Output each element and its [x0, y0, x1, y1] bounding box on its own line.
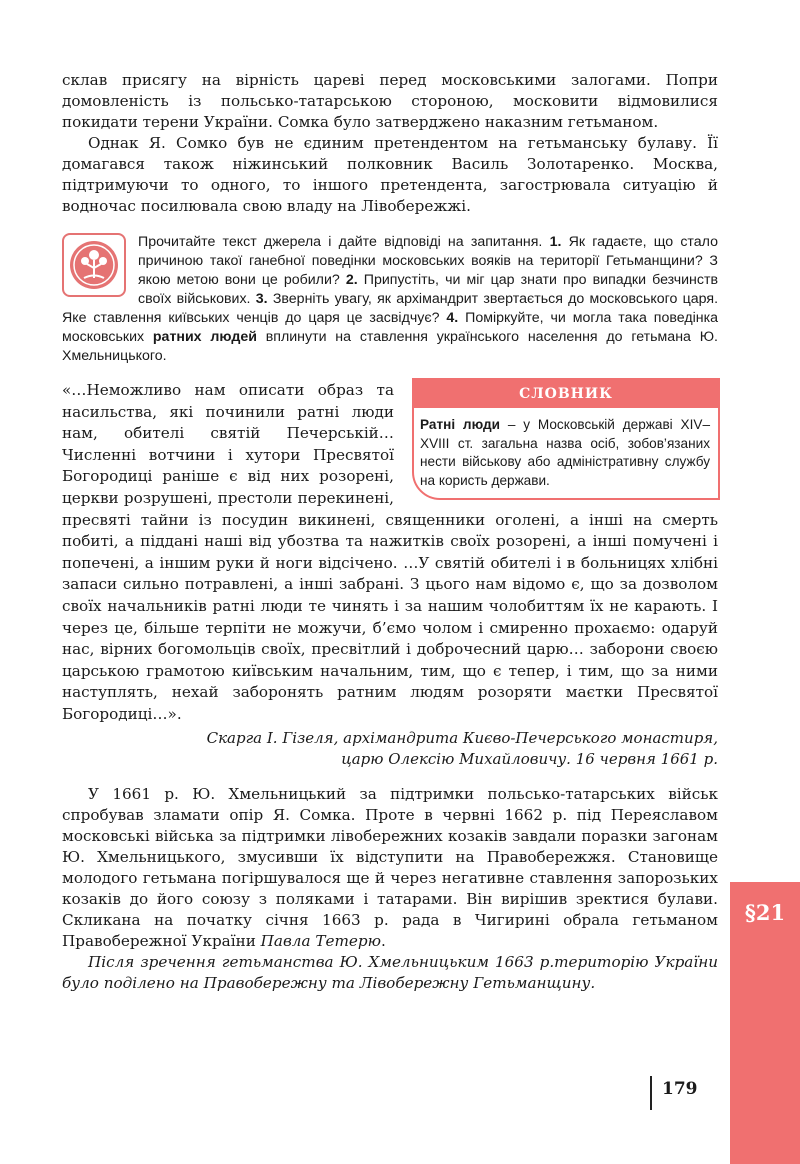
source-quote: «…Неможливо нам описати образ та насильства, які починили ратні люди нам, обителі святій Печерській… Численні вотчини і хутори Пресвятої Богородиці раніше є від них розорені, церкви розрушені, престоли перекинені, пресвяті тайни із посудин викинені, священники оголені, а інші на смерть побиті, а піддані наші від убозтва та нажитків своїх розорені, а інші помучені і попечені, а іншим руки й ноги відсічено. …У святій обителі і в больницях хлібні запаси сильно потравлені, а інші забрані. З цього нам відомо є, що за дозволом своїх начальників ратні люди те чинять і за нашим чолобиттям їх не карають. І через це, більше терпіти не можучи, б’ємо чолом і смиренно прохаємо: одаруй нас, вірних богомольців своїх, пресвітлий і доброчесний царю… заборони своєю царською грамотою київським начальним, тим, що є тепер, і тим, що за ними наступлять, нехай заборонять ратним людям розоряти маєтки Пресвятої Богородиці…».	[62, 381, 718, 723]
task-number-4: 4.	[446, 310, 459, 326]
task-text-b: Як гадаєте, що стало причиною такої ганебної поведінки московських вояків на території Гетьманщини? З якою метою вони це робили?	[138, 234, 718, 288]
signature-line-2: царю Олексію Михайловичу. 16 червня 1661 р.	[341, 749, 718, 768]
task-bold-term: ратних людей	[152, 329, 257, 345]
source-task	[62, 233, 718, 366]
intro-paragraph-1: склав присягу на вірність цареві перед московськими залогами. Попри домовленість із польсько-татарською стороною, московити відмовилися покидати терени України. Сомка було затверджено наказним гетьманом.	[62, 71, 718, 131]
task-number-1: 1.	[549, 234, 562, 250]
glossary-box	[412, 378, 720, 500]
glossary-definition: – у Московській державі XIV–XVIII ст. загальна назва осіб, зобов’язаних нести військову або адміністративну службу на користь держави.	[420, 417, 711, 488]
paragraph-3-end: .	[380, 931, 386, 950]
paragraph-3-name: Павла Тетерю	[260, 931, 381, 950]
intro-paragraph-2: Однак Я. Сомко був не єдиним претендентом на гетьманську булаву. Її домагався також ніжинський полковник Василь Золотаренко. Москва, підтримуючи то одного, то іншого претендента, загострювала ситуацію й водночас посилювала свою владу на Лівобережжі.	[62, 134, 718, 215]
signature-line-1: Скарга І. Гізеля, архімандрита Києво-Печерського монастиря,	[206, 728, 718, 747]
section-tab-label: §21	[744, 900, 786, 925]
page-number: 179	[650, 1076, 698, 1110]
source-quote-block	[62, 380, 718, 726]
paragraph-3-text: У 1661 р. Ю. Хмельницький за підтримки польсько-татарських військ спробував зламати опір Я. Сомка. Проте в червні 1662 р. під Переяславом московські війська за підтримки лівобережних козаків завдали поразки загонам Ю. Хмельницького, змусивши їх відступити на Правобережжя. Становище молодого гетьмана погіршувалося ще й через негативне ставлення запорозьких козаків до його союзу з поляками і татарами. Він вирішив зректися булави. Скликана на початку січня 1663 р. рада в Чигирині обрала гетьманом Правобережної України	[62, 784, 718, 950]
page-content	[62, 70, 718, 994]
task-text-e: Поміркуйте, чи могла така поведінка московських	[62, 310, 719, 345]
source-document-icon	[62, 233, 126, 297]
section-tab	[730, 882, 800, 1164]
task-text-f: вплинути на ставлення українського населення до гетьмана Ю. Хмельницького.	[62, 329, 718, 364]
task-text-a: Прочитайте текст джерела і дайте відповіді на запитання.	[138, 234, 550, 250]
glossary-term: Ратні люди	[420, 417, 500, 432]
task-text-c: Припустіть, чи міг цар знати про випадки безчинств своїх військових.	[138, 272, 718, 307]
task-number-2: 2.	[345, 272, 358, 288]
main-paragraph-3	[62, 784, 718, 952]
task-text-d: Зверніть увагу, як архімандрит звертається до московського царя. Яке ставлення київських ченців до царя це засвідчує?	[62, 291, 719, 326]
glossary-entry	[414, 408, 718, 498]
main-paragraph-4: Після зречення гетьманства Ю. Хмельницьким 1663 р.територію України було поділено на Правобережну та Лівобережну Гетьманщину.	[62, 952, 718, 992]
glossary-title: СЛОВНИК	[414, 380, 718, 408]
source-signature	[62, 728, 718, 770]
task-number-3: 3.	[255, 291, 268, 307]
